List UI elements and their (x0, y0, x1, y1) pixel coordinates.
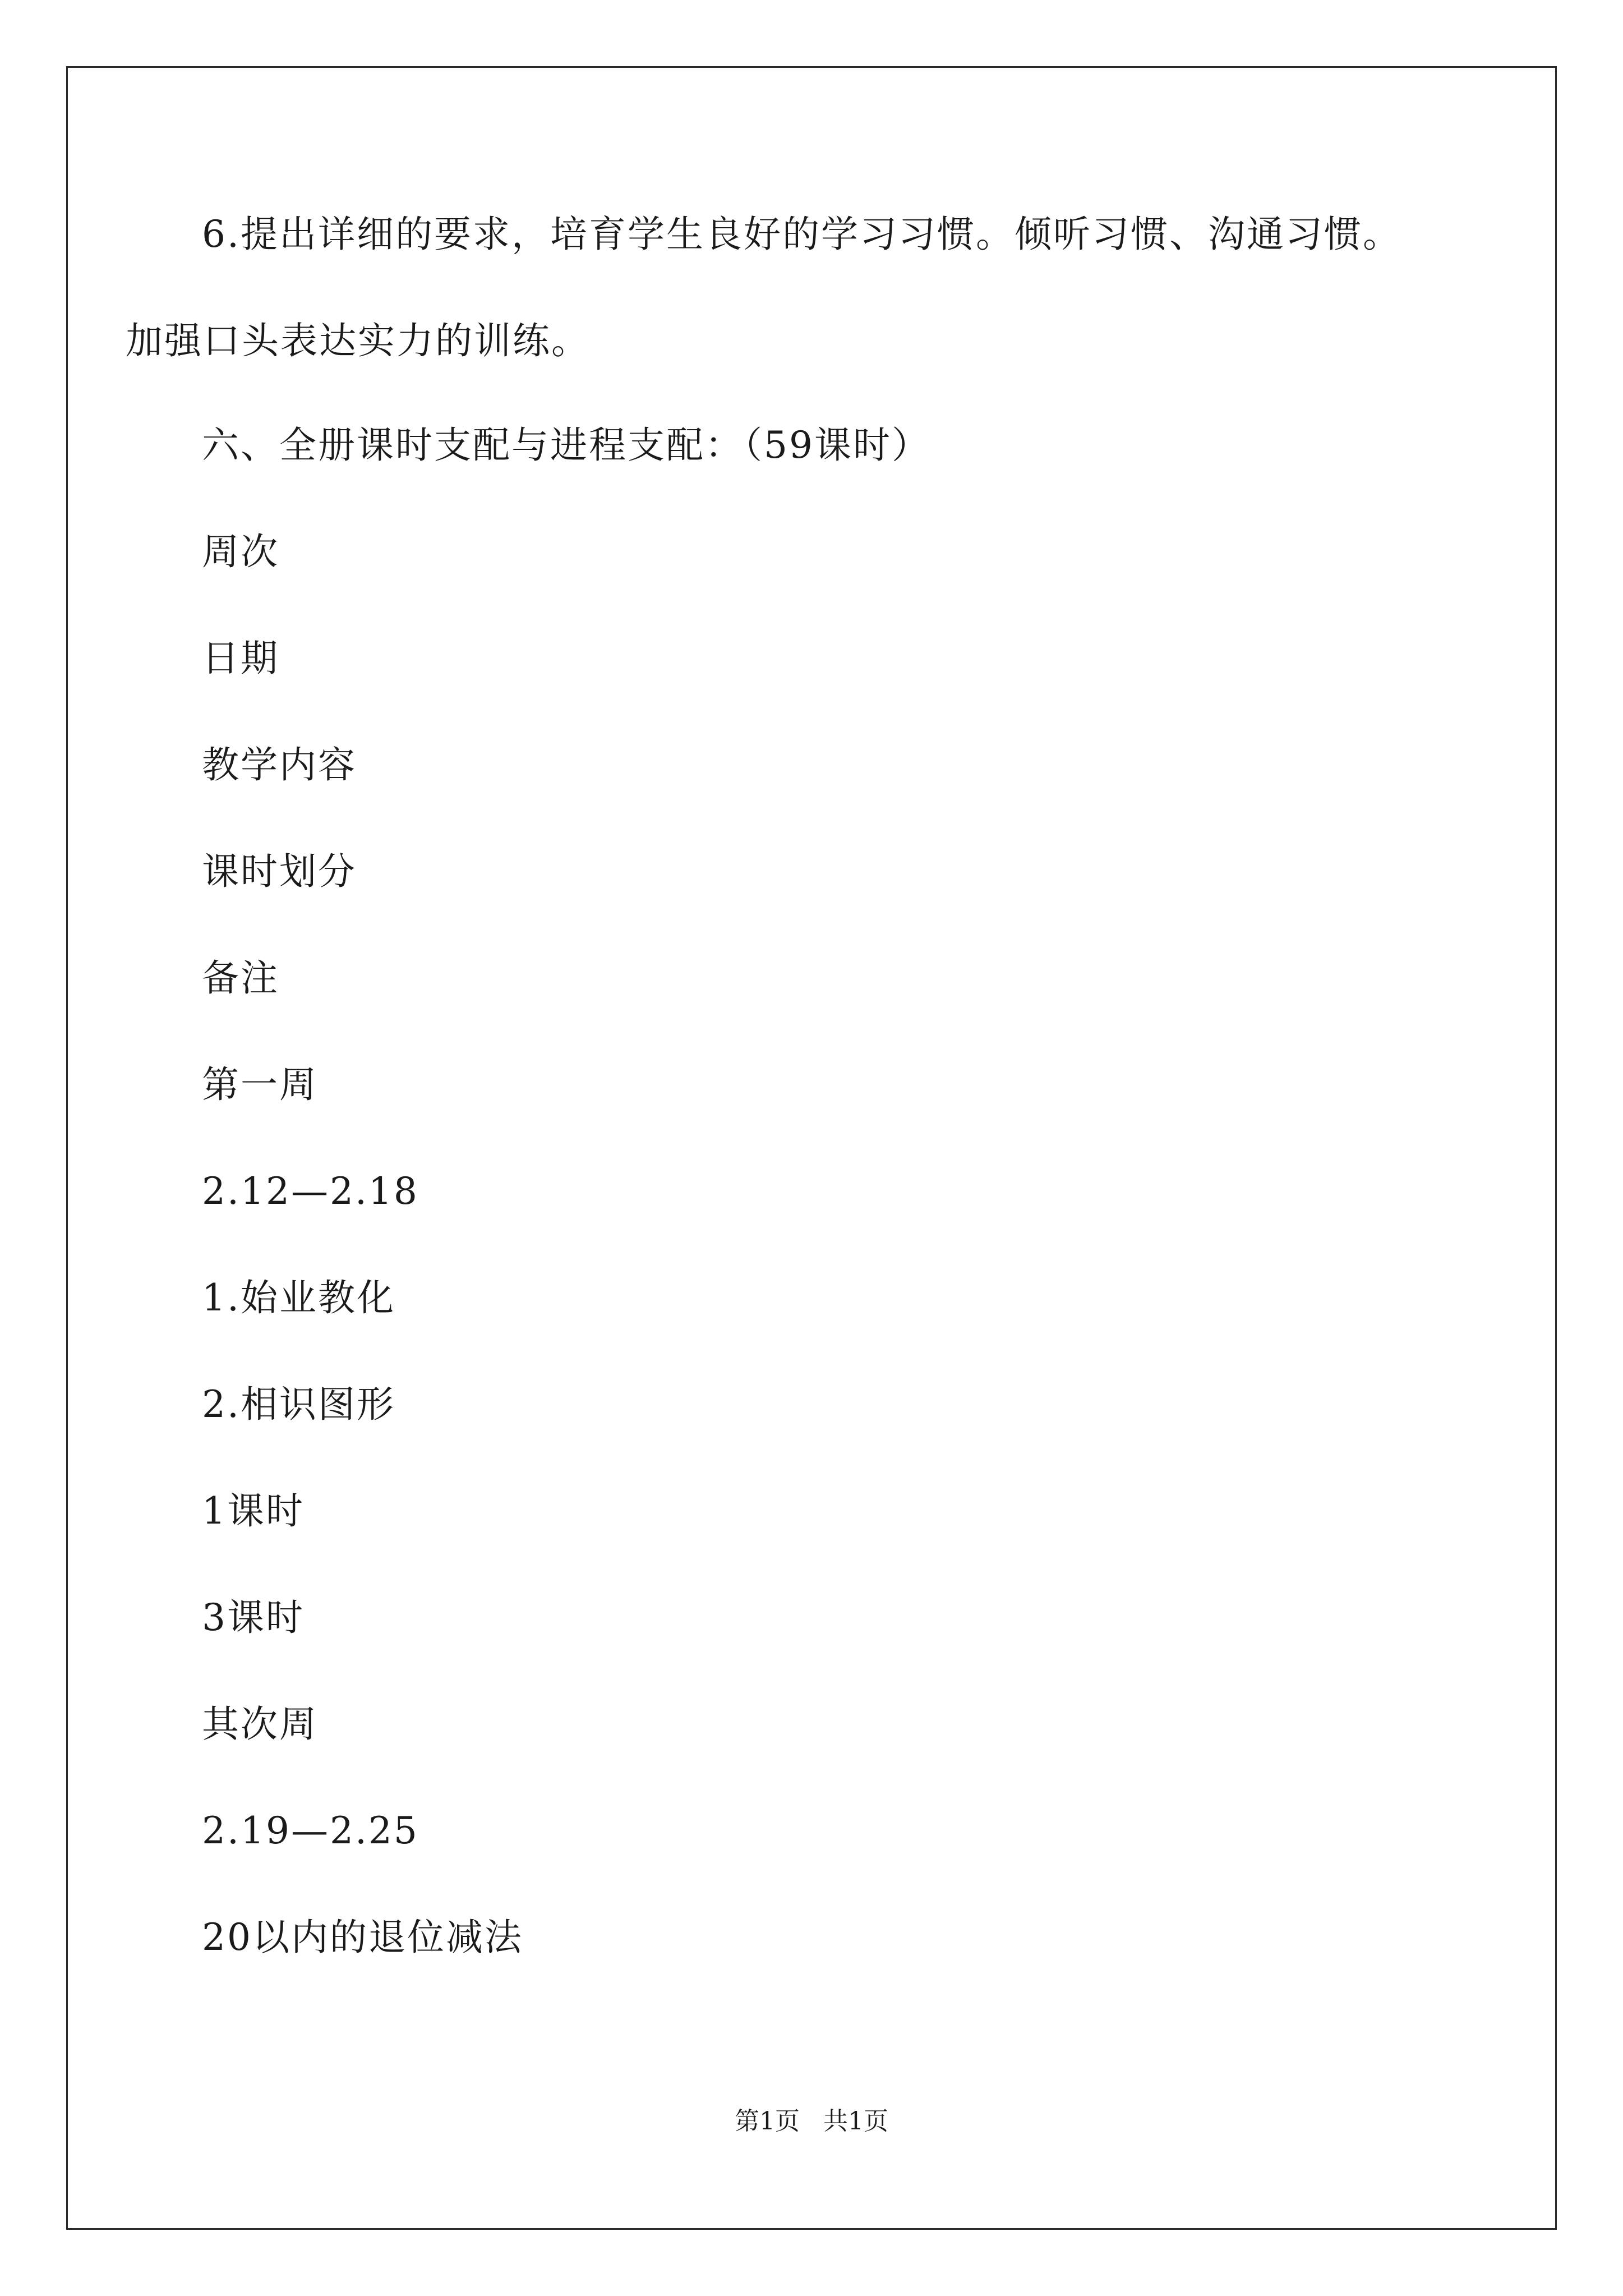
table-header-periods: 课时划分 (202, 850, 357, 893)
page-number-total: 共1页 (823, 2107, 888, 2136)
table-cell-week-1: 第一周 (202, 1063, 318, 1106)
table-header-content: 教学内容 (202, 743, 357, 786)
document-body (126, 213, 1453, 2026)
section-heading-schedule: 六、全册课时支配与进程支配：（59课时） (202, 424, 930, 467)
table-header-week: 周次 (202, 530, 279, 573)
paragraph-requirements: 6.提出详细的要求，培育学生良好的学习习惯。倾听习惯、沟通习惯。加强口头表达实力的训练。 (126, 213, 1401, 362)
table-cell-week-2: 其次周 (202, 1703, 318, 1746)
table-cell-periods-1b: 3课时 (202, 1596, 305, 1639)
table-cell-date-2: 2.19—2.25 (202, 1809, 419, 1852)
table-cell-periods-1a: 1课时 (202, 1489, 305, 1533)
table-cell-date-1: 2.12—2.18 (202, 1170, 419, 1213)
table-header-date: 日期 (202, 637, 279, 680)
table-header-notes: 备注 (202, 956, 279, 1000)
table-cell-content-1a: 1.始业教化 (202, 1276, 395, 1319)
page-footer (0, 2101, 1623, 2137)
table-cell-content-1b: 2.相识图形 (202, 1383, 395, 1426)
page-number-current: 第1页 (735, 2107, 800, 2136)
table-cell-content-2: 20以内的退位减法 (202, 1916, 523, 1959)
